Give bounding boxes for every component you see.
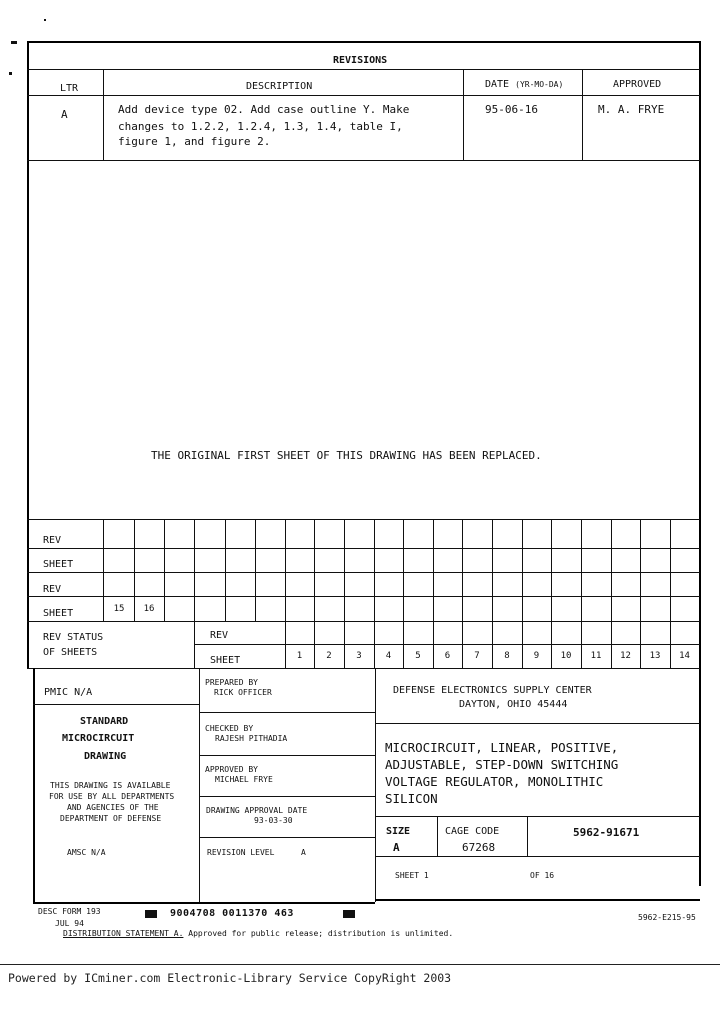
grid-col [344,519,345,668]
availability-line-3: AND AGENCIES OF THE [67,803,159,812]
drawing-number: 5962-91671 [573,826,640,839]
standard-line-1: STANDARD [80,716,129,727]
cage-code: 67268 [462,841,496,854]
checked-label: CHECKED BY [205,724,254,733]
grid-col [670,519,671,668]
size-value: A [393,841,400,854]
rev-status-label-1: REV STATUS [43,632,104,643]
grid-col [314,519,315,668]
title-block-divider-1 [199,668,200,903]
grid-col [194,519,195,621]
description-header: DESCRIPTION [246,81,313,92]
pmic-rule [33,704,199,705]
availability-line-2: FOR USE BY ALL DEPARTMENTS [49,792,175,801]
upper-sheet-label-2: SHEET [43,608,74,619]
grid-col [551,519,552,668]
barcode-number: 9004708 0011370 463 [170,908,294,919]
upper-grid-row-2 [27,572,700,573]
revisions-title-rule [27,69,700,70]
sheet-number: 8 [504,651,510,661]
rev-status-label-2: OF SHEETS [43,647,98,658]
grid-col [611,519,612,668]
sheet-number: 2 [326,651,332,661]
grid-col [492,519,493,668]
title-block-bottom-right [375,899,700,901]
upper-grid-bottom [27,621,700,622]
sheet-number: 3 [356,651,362,661]
sheet-number: 12 [620,651,631,661]
frame-left [27,41,29,668]
scan-speck [44,19,46,21]
sheet-number: 1 [296,651,303,661]
availability-line-1: THIS DRAWING IS AVAILABLE [50,781,171,790]
revision-level-label: REVISION LEVEL [207,848,275,857]
sheet-number: 6 [444,651,451,661]
drawing-title-line-1: MICROCIRCUIT, LINEAR, POSITIVE, [385,740,619,755]
date-header-label: DATE [485,79,510,90]
revisions-bottom-rule [27,160,700,161]
desc-form-date: JUL 94 [55,919,84,928]
scan-speck [9,72,12,75]
checked-by: RAJESH PITHADIA [215,734,288,743]
grid-col [462,519,463,668]
upper-grid-top [27,519,700,520]
size-rule [375,856,700,857]
barcode-mark-right [343,910,355,918]
agency-rule [375,723,700,724]
sheet-number: 4 [385,651,392,661]
lower-grid-mid [194,644,700,645]
approval-date: 93-03-30 [254,816,293,825]
title-rule [375,816,700,817]
rev-col-divider-2 [463,69,464,161]
grid-col [581,519,582,668]
sheet-label: SHEET 1 [395,871,429,880]
drawing-title-line-3: VOLTAGE REGULATOR, MONOLITHIC [385,774,604,789]
drawing-title-line-2: ADJUSTABLE, STEP-DOWN SWITCHING [385,757,619,772]
approval-date-rule [199,837,375,838]
cage-divider [527,816,528,857]
upper-rev-label-2: REV [43,584,62,595]
revision-approved-by: M. A. FRYE [598,103,665,116]
sheet-number: 13 [649,651,661,661]
revision-ltr: A [61,108,68,121]
sheet-number: 14 [679,651,690,661]
upper-sheet-number: 15 [113,604,125,614]
amsc-label: AMSC N/A [67,848,106,857]
grid-col [522,519,523,668]
revision-date: 95-06-16 [485,103,538,116]
sheet-number: 9 [533,651,540,661]
approved-header: APPROVED [613,79,662,90]
distribution-text: Approved for public release; distribution is unlimited. [188,929,454,938]
agency-line-2: DAYTON, OHIO 45444 [459,699,568,710]
rev-col-divider-1 [103,69,104,161]
ltr-header: LTR [60,83,79,94]
approved-rule [199,796,375,797]
grid-col [640,519,641,668]
distribution-label: DISTRIBUTION STATEMENT A. [63,929,184,938]
date-header [485,79,563,90]
sheet-number: 10 [560,651,572,661]
sheet-number: 11 [590,651,602,661]
availability-line-4: DEPARTMENT OF DEFENSE [60,814,162,823]
prepared-by: RICK OFFICER [214,688,272,697]
date-header-format: (YR-MO-DA) [515,80,564,89]
grid-col [255,519,256,621]
revision-description-line-1: Add device type 02. Add case outline Y. Make [118,103,410,116]
revision-level: A [301,848,306,857]
approved-by: MICHAEL FRYE [215,775,273,784]
revisions-title: REVISIONS [333,55,388,66]
grid-col [225,519,226,621]
prepared-label: PREPARED BY [205,678,258,687]
desc-form: DESC FORM 193 [38,907,101,916]
replacement-notice: THE ORIGINAL FIRST SHEET OF THIS DRAWING HAS BEEN REPLACED. [151,449,542,462]
checked-rule [199,755,375,756]
sheet-number: 5 [415,651,421,661]
footer-rule [0,964,720,965]
title-block-bottom-left [33,902,375,904]
drawing-title-line-4: SILICON [385,791,438,806]
grid-col [285,519,286,668]
approved-label: APPROVED BY [205,765,258,774]
standard-line-2: MICROCIRCUIT [62,733,135,744]
upper-sheet-label-1: SHEET [43,559,74,570]
grid-col [403,519,404,668]
frame-top [27,41,700,43]
approval-date-label: DRAWING APPROVAL DATE [206,806,308,815]
lower-grid-bottom [27,668,700,669]
pmic-label: PMIC N/A [44,687,93,698]
grid-col [164,519,165,621]
upper-grid-row-1 [27,548,700,549]
grid-col [433,519,434,668]
cage-code-label: CAGE CODE [445,826,500,837]
grid-col [374,519,375,668]
lower-rev-label: REV [210,630,229,641]
rev-col-divider-3 [582,69,583,161]
revision-description-line-2: changes to 1.2.2, 1.2.4, 1.3, 1.4, table I, [118,120,403,133]
upper-sheet-number: 16 [143,604,155,614]
sheet-number: 7 [474,651,480,661]
upper-rev-label-1: REV [43,535,62,546]
size-divider [437,816,438,857]
size-label: SIZE [386,826,411,837]
frame-right [699,41,701,886]
standard-line-3: DRAWING [84,751,127,762]
revisions-header-rule [27,95,700,96]
distribution-statement [63,929,453,938]
lower-sheet-label: SHEET [210,655,241,666]
barcode-mark-left [145,910,157,918]
revision-description-line-3: figure 1, and figure 2. [118,135,271,148]
upper-grid-row-3 [27,596,700,597]
powered-by-link[interactable]: Powered by ICminer.com Electronic-Library Service CopyRight 2003 [8,971,452,985]
form-number: 5962-E215-95 [638,913,696,922]
title-block-divider-2 [375,668,376,902]
prepared-rule [199,712,375,713]
agency-line-1: DEFENSE ELECTRONICS SUPPLY CENTER [393,685,592,696]
sheet-of: OF 16 [530,871,555,880]
scan-speck [11,41,17,44]
